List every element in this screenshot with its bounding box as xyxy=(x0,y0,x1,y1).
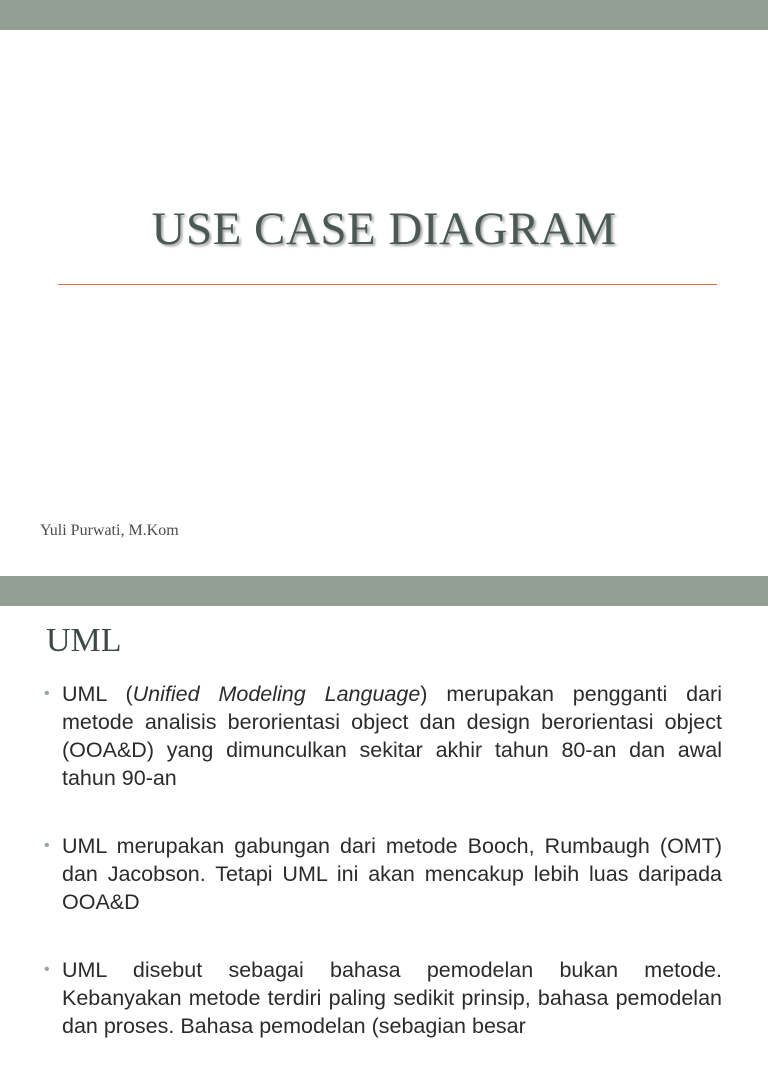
slide-heading: UML xyxy=(46,622,122,659)
bullet-text-prefix: UML ( xyxy=(62,682,133,706)
bullet-item xyxy=(44,680,722,792)
bullet-icon: • xyxy=(44,961,50,978)
slide-separator-band xyxy=(0,576,768,606)
bullet-item xyxy=(44,832,722,916)
bullet-text-emphasis: Unified Modeling Language xyxy=(132,682,421,706)
title-divider xyxy=(58,284,717,285)
title-slide xyxy=(0,30,768,576)
bullet-text: UML merupakan gabungan dari metode Booch, Rumbaugh (OMT) dan Jacobson. Tetapi UML ini akan mencakup lebih luas daripada OOA&D xyxy=(62,834,722,914)
bullet-icon: • xyxy=(44,837,50,854)
bullet-list xyxy=(44,680,722,1080)
bullet-icon: • xyxy=(44,685,50,702)
slide-title: USE CASE DIAGRAM xyxy=(151,203,617,255)
bullet-item xyxy=(44,956,722,1040)
bullet-text-suffix: ) merupakan pengganti dari metode analisis berorientasi object dan design berorientasi object (OOA&D) yang dimunculkan sekitar akhir tahun 80-an dan awal tahun 90-an xyxy=(62,682,722,790)
content-slide xyxy=(0,606,768,1038)
bullet-text: UML disebut sebagai bahasa pemodelan bukan metode. Kebanyakan metode terdiri paling sedikit prinsip, bahasa pemodelan dan proses. Bahasa pemodelan (sebagian besar xyxy=(62,958,722,1038)
author-name: Yuli Purwati, M.Kom xyxy=(40,522,179,539)
top-band xyxy=(0,0,768,30)
